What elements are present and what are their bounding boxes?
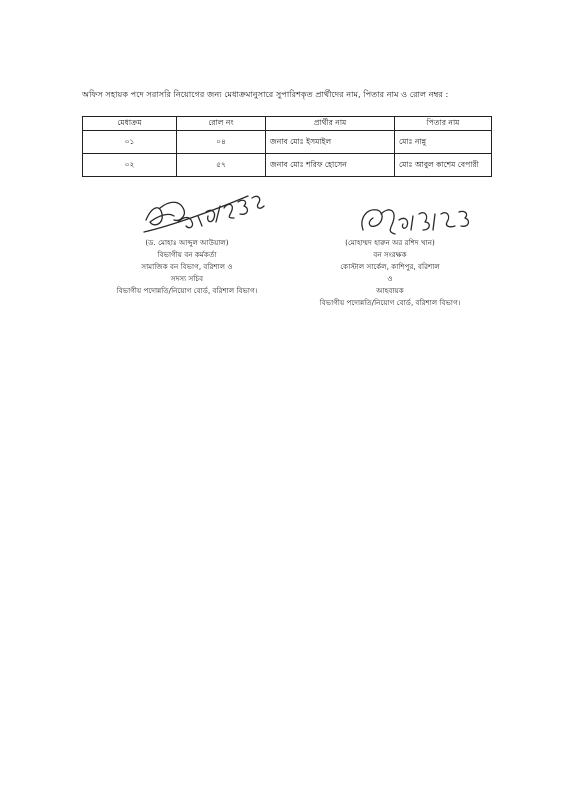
- signatory-board: বিভাগীয় পদোন্নতি/নিয়োগ বোর্ড, বরিশাল বিভাগ।: [319, 298, 461, 307]
- table-header-row: [83, 117, 492, 131]
- cell-roll-number: ০৪: [177, 131, 266, 154]
- right-signatory: [300, 237, 480, 309]
- signatory-name: (মোহাম্মদ হারুন অর রশিদ খান): [345, 238, 435, 247]
- header-roll-number: রোল নং: [177, 117, 266, 131]
- cell-candidate-name: জনাব মোঃ ইসমাইল: [266, 131, 395, 154]
- signatory-office: কোস্টাল সার্কেল, কাশিপুর, বরিশাল: [340, 262, 440, 271]
- cell-candidate-name: জনাব মোঃ শরিফ হোসেন: [266, 154, 395, 177]
- signatory-name: (ড. মোহাঃ আব্দুল আউয়াল): [145, 238, 229, 247]
- right-signature-mark: [355, 200, 475, 240]
- left-signatory: [92, 237, 282, 297]
- header-merit-order: মেধাক্রম: [83, 117, 177, 131]
- signatory-role: আহবায়ক: [376, 286, 404, 295]
- intro-text: অফিস সহায়ক পদে সরাসরি নিয়োগের জন্য মেধাক্রমানুসারে সুপারিশকৃত প্রার্থীদের নাম, পিতার নাম ও রোল নম্বর :: [82, 89, 449, 99]
- signatory-office: সামাজিক বন বিভাগ, বরিশাল ও: [141, 262, 233, 271]
- signatory-designation: বিভাগীয় বন কর্মকর্তা: [157, 250, 217, 259]
- signatory-role: সদস্য সচিব: [170, 274, 204, 283]
- cell-father-name: মোঃ নান্নু: [395, 131, 492, 154]
- cell-merit-order: ০২: [83, 154, 177, 177]
- cell-roll-number: ৫৭: [177, 154, 266, 177]
- header-candidate-name: প্রার্থীর নাম: [266, 117, 395, 131]
- signatory-board: বিভাগীয় পদোন্নতি/নিয়োগ বোর্ড, বরিশাল বিভাগ।: [116, 286, 258, 295]
- candidate-table: [82, 116, 492, 177]
- signatory-designation: বন সংরক্ষক: [373, 250, 407, 259]
- table-row: [83, 154, 492, 177]
- cell-father-name: মোঃ আবুল কাশেম বেপারী: [395, 154, 492, 177]
- table-row: [83, 131, 492, 154]
- cell-merit-order: ০১: [83, 131, 177, 154]
- signatory-conjunction: ও: [387, 274, 393, 283]
- header-father-name: পিতার নাম: [395, 117, 492, 131]
- left-signature-mark: [140, 186, 270, 242]
